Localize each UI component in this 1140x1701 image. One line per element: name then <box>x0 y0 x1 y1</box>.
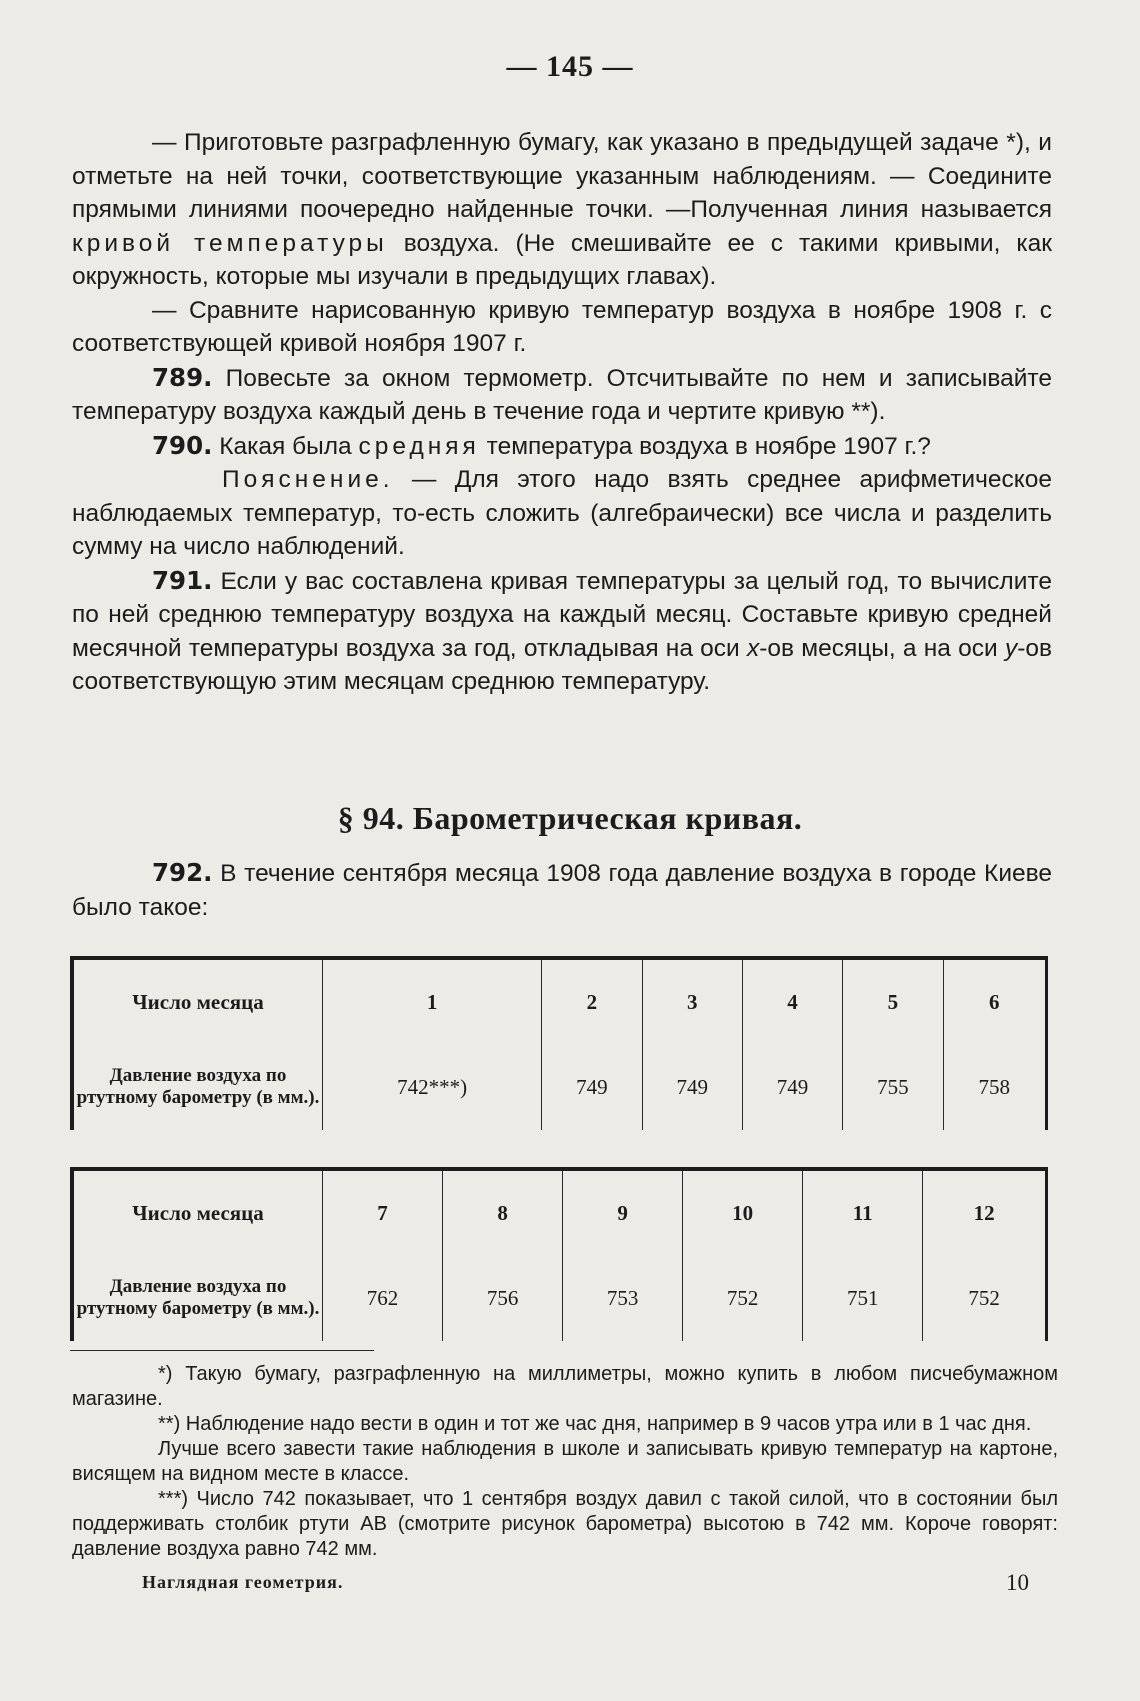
table-cell: 755 <box>843 1044 943 1130</box>
table-cell: 749 <box>642 1044 742 1130</box>
body-text <box>72 126 1052 699</box>
table-cell: 742***) <box>323 1044 542 1130</box>
paragraph-compare: — Сравните нарисованную кривую температур воздуха в ноябре 1908 г. с соответствующей кривой ноября 1907 г. <box>72 296 1052 357</box>
paragraph-temperature-curve: — Приготовьте разграфленную бумагу, как указано в предыдущей задаче *), и отметьте на ней точки, соответствующие указанным наблюдениям. — Соедините прямыми линиями поочередно найденные точки. —Полученная линия называется кривой температуры воздуха. (Не смешивайте ее с такими кривыми, как окружность, которые мы изучали в предыдущих главах). <box>72 129 1052 290</box>
table-row-pressure <box>72 1044 1047 1130</box>
table-cell: 11 <box>803 1169 923 1255</box>
table-cell: 10 <box>683 1169 803 1255</box>
pressure-table-2 <box>70 1167 1048 1341</box>
problem-number: 791. <box>152 565 213 595</box>
table-cell: 7 <box>323 1169 443 1255</box>
table-cell: 752 <box>923 1255 1047 1341</box>
footnote-1: *) Такую бумагу, разграфленную на миллиметры, можно купить в любом писчебумажном магазине. <box>72 1363 1058 1410</box>
pressure-table-1 <box>70 956 1048 1130</box>
table-row-pressure <box>72 1255 1047 1341</box>
footnote-divider <box>70 1350 374 1351</box>
table-row-days <box>72 1169 1047 1255</box>
section-heading: § 94. Барометрическая кривая. <box>337 800 803 836</box>
explanation: Пояснение. — Для этого надо взять среднее арифметическое наблюдаемых температур, то-есть сложить (алгебраически) все числа и разделить сумму на число наблюдений. <box>72 466 1052 560</box>
table-cell: 758 <box>943 1044 1046 1130</box>
table-cell: 4 <box>742 958 842 1044</box>
page-number: — 145 — <box>506 50 634 83</box>
problem-791: 791. Если у вас составлена кривая температуры за целый год, то вычислите по ней среднюю температуру воздуха на каждый месяц. Составьте кривую средней месячной температуры воздуха за год, откладывая на оси x-ов месяцы, а на оси y-ов соответствующую этим месяцам среднюю температуру. <box>72 565 1052 695</box>
row-label-pressure: Давление воздуха по ртутному барометру (в мм.). <box>72 1255 323 1341</box>
table-cell: 749 <box>742 1044 842 1130</box>
footnotes <box>72 1362 1058 1562</box>
table-cell: 6 <box>943 958 1046 1044</box>
table-cell: 762 <box>323 1255 443 1341</box>
table-cell: 2 <box>542 958 642 1044</box>
table-cell: 749 <box>542 1044 642 1130</box>
table-cell: 9 <box>563 1169 683 1255</box>
problem-792: 792. В течение сентября месяца 1908 года давление воздуха в городе Киеве было такое: <box>72 858 1052 921</box>
row-label-day: Число месяца <box>72 958 323 1044</box>
row-label-pressure: Давление воздуха по ртутному барометру (в мм.). <box>72 1044 323 1130</box>
problem-790: 790. Какая была средняя температура воздуха в ноябре 1907 г.? <box>152 430 931 460</box>
table-row-days <box>72 958 1047 1044</box>
table-cell: 3 <box>642 958 742 1044</box>
problem-number: 790. <box>152 430 213 460</box>
book-title-footer: Наглядная геометрия. <box>142 1572 344 1592</box>
table-cell: 12 <box>923 1169 1047 1255</box>
table-cell: 756 <box>443 1255 563 1341</box>
term-spaced: кривой температуры <box>72 229 388 257</box>
table-cell: 1 <box>323 958 542 1044</box>
footnote-3: Лучше всего завести такие наблюдения в школе и записывать кривую температур на картоне, висящем на видном месте в классе. <box>72 1438 1058 1485</box>
problem-789: 789. Повесьте за окном термометр. Отсчитывайте по нем и записывайте температуру воздуха каждый день в течение года и чертите кривую **). <box>72 362 1052 425</box>
problem-number: 789. <box>152 362 213 392</box>
problem-number: 792. <box>152 858 213 887</box>
footnote-4: ***) Число 742 показывает, что 1 сентября воздух давил с такой силой, что в состоянии был поддерживать столбик ртути AB (смотрите рисунок барометра) высотою в 742 мм. Короче говорят: давление воздуха равно 742 мм. <box>72 1488 1058 1560</box>
table-cell: 752 <box>683 1255 803 1341</box>
footnote-2: **) Наблюдение надо вести в один и тот же час дня, например в 9 часов утра или в 1 час дня. <box>158 1413 1032 1435</box>
body-text-792 <box>72 856 1052 924</box>
table-cell: 753 <box>563 1255 683 1341</box>
table-cell: 5 <box>843 958 943 1044</box>
sheet-number: 10 <box>1006 1570 1029 1595</box>
row-label-day: Число месяца <box>72 1169 323 1255</box>
table-cell: 8 <box>443 1169 563 1255</box>
table-cell: 751 <box>803 1255 923 1341</box>
